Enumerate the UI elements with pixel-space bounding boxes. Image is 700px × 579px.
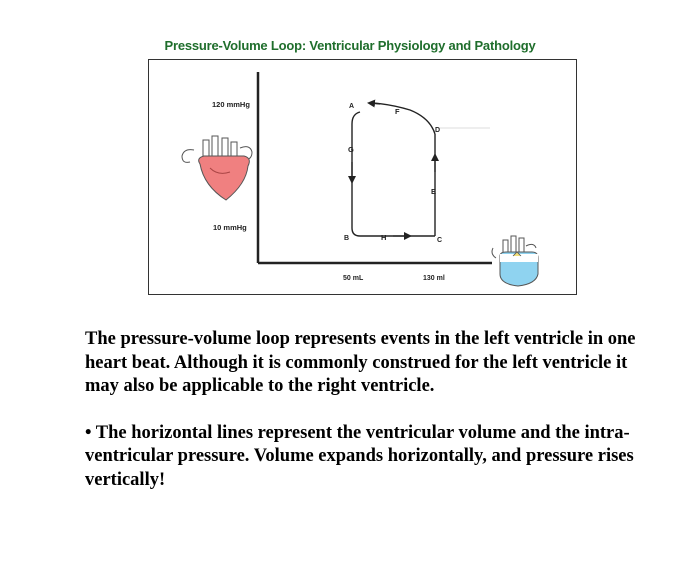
pressure-high-label: 120 mmHg [212,100,250,109]
point-g-label: G [348,145,354,154]
contracted-heart-icon [182,136,252,200]
loop-ejection-segment [372,103,435,134]
point-f-label: F [395,107,400,116]
loop-filling-segment [352,112,360,236]
paragraph-pv-loop-definition: The pressure-volume loop represents events in the left ventricle in one heart beat. Although it is commonly construed for the left ventricle it may also be applicable to the right ventricle. [85,329,636,396]
point-c-label: C [437,237,443,244]
pressure-low-label: 10 mmHg [213,223,247,232]
relaxed-heart-icon [492,236,538,286]
point-b-label: B [344,235,350,242]
point-h-label: H [381,233,387,242]
explanation-text [85,328,645,492]
point-a-label: A [349,103,355,110]
point-e-label: E [431,187,437,196]
point-d-label: D [435,127,441,134]
volume-low-label: 50 mL [343,275,364,282]
figure-title: Pressure-Volume Loop: Ventricular Physiology and Pathology [164,38,536,53]
paragraph-axes-explanation: • The horizontal lines represent the ventricular volume and the intra-ventricular pressure. Volume expands horizontally, and pressure rises vertically! [85,422,634,490]
volume-high-label: 130 ml [423,275,445,282]
